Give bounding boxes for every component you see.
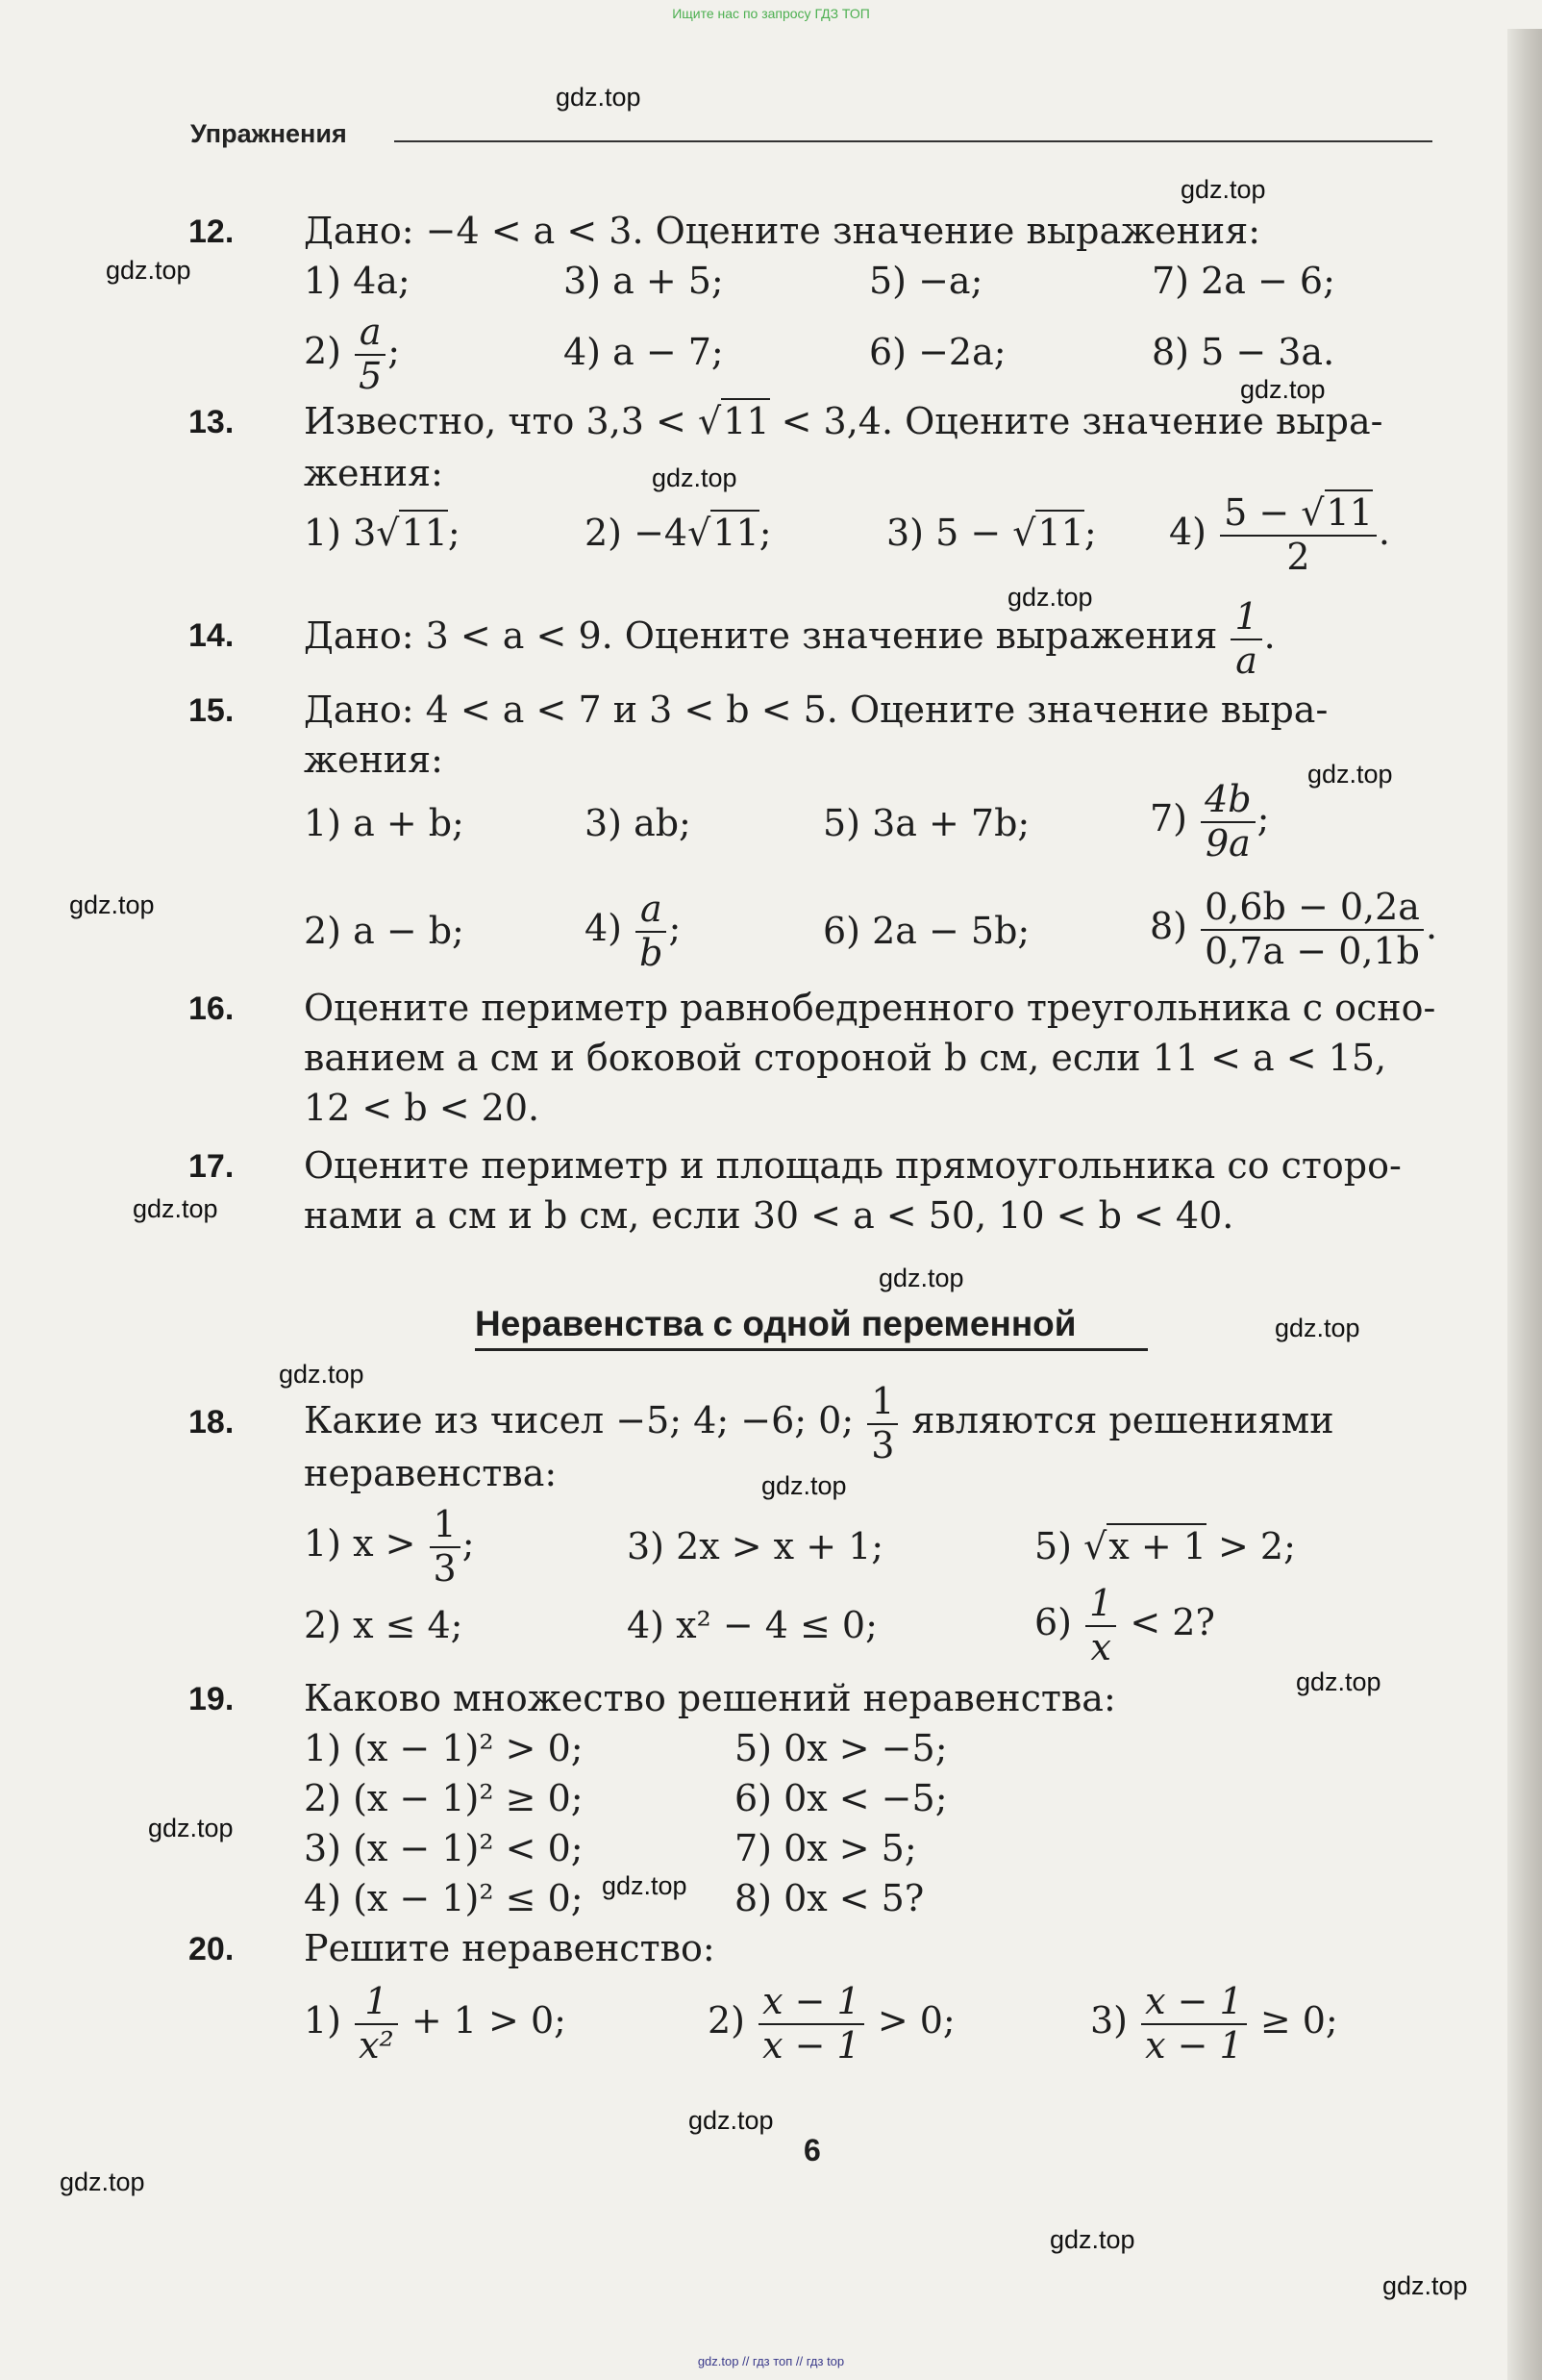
- book-spine-shadow: [1507, 29, 1542, 2380]
- watermark: gdz.top: [879, 1264, 964, 1292]
- text-part: Известно, что 3,3 <: [304, 400, 698, 442]
- exercise-text: Дано: 4 < a < 7 и 3 < b < 5. Оцените значение выра-: [304, 689, 1329, 731]
- watermark: gdz.top: [1275, 1314, 1360, 1342]
- exercise-text: жения:: [304, 452, 443, 494]
- denominator: 2: [1286, 535, 1310, 578]
- exercise-item-fraction: [584, 889, 681, 974]
- numerator: 1: [355, 1981, 398, 2025]
- exercise-number: 13.: [188, 404, 235, 440]
- exercise-item-fraction: [304, 1504, 475, 1590]
- exercise-item: 5) 3a + 7b;: [823, 802, 1031, 844]
- exercise-item: 3) 2x > x + 1;: [627, 1525, 884, 1567]
- text-part: 5 −: [1224, 491, 1302, 534]
- item-label: 2): [708, 1999, 746, 2042]
- item-label: 1) x >: [304, 1522, 416, 1566]
- exercise-item: 8) 5 − 3a.: [1152, 331, 1335, 373]
- exercise-number: 12.: [188, 213, 235, 250]
- watermark: gdz.top: [106, 256, 191, 285]
- exercise-item: 3) a + 5;: [563, 260, 724, 302]
- section-header: Упражнения: [190, 119, 347, 148]
- numerator: a: [355, 312, 386, 356]
- exercise-text: [304, 596, 1276, 682]
- radicand: 11: [712, 512, 759, 554]
- exercise-item: 2) −4√11;: [584, 512, 772, 554]
- denominator: x − 1: [762, 2023, 860, 2067]
- exercise-item: 1) a + b;: [304, 802, 464, 844]
- watermark: gdz.top: [133, 1194, 218, 1223]
- suffix: .: [1378, 511, 1390, 554]
- numerator: 1: [1085, 1583, 1116, 1627]
- exercise-number: 16.: [188, 990, 235, 1027]
- watermark: gdz.top: [1240, 375, 1326, 404]
- radicand: 11: [401, 512, 448, 554]
- denominator: 3: [871, 1423, 895, 1466]
- text-part: < 3,4. Оцените значение выра-: [769, 400, 1383, 442]
- header-rule: [394, 140, 1432, 142]
- watermark: gdz.top: [1007, 583, 1093, 612]
- watermark: gdz.top: [69, 890, 155, 919]
- suffix: ;: [668, 907, 682, 950]
- item-label: 1): [304, 1999, 342, 2042]
- suffix: ;: [387, 330, 401, 373]
- subsection-rule: [475, 1348, 1148, 1351]
- denominator: 5: [359, 354, 383, 397]
- exercise-item: 1) (x − 1)² > 0;: [304, 1727, 584, 1769]
- watermark: gdz.top: [1296, 1667, 1381, 1696]
- item-label: 4): [584, 907, 623, 950]
- exercise-text: Известно, что 3,3 < √11 < 3,4. Оцените значение выра-: [304, 400, 1383, 442]
- exercise-item: 3) (x − 1)² < 0;: [304, 1827, 584, 1869]
- denominator: 3: [433, 1546, 457, 1590]
- watermark: gdz.top: [279, 1360, 364, 1389]
- exercise-item-fraction: [1150, 887, 1437, 972]
- item-label: 8): [1150, 905, 1188, 948]
- text-part: > 2;: [1206, 1525, 1296, 1567]
- numerator: 4b: [1201, 779, 1256, 823]
- exercise-item: 4) (x − 1)² ≤ 0;: [304, 1877, 584, 1919]
- text-part: Дано: 3 < a < 9. Оцените значение выражения: [304, 614, 1218, 658]
- watermark: gdz.top: [60, 2167, 145, 2196]
- radicand: 11: [1326, 491, 1373, 534]
- suffix: + 1 > 0;: [410, 1999, 566, 2042]
- radicand: 11: [1037, 512, 1084, 554]
- exercise-item: 2) (x − 1)² ≥ 0;: [304, 1777, 584, 1819]
- item-label: 2): [304, 330, 342, 373]
- watermark: gdz.top: [688, 2106, 774, 2135]
- numerator: x − 1: [759, 1981, 864, 2025]
- suffix: ;: [1256, 797, 1270, 840]
- exercise-text: неравенства:: [304, 1452, 558, 1494]
- exercise-item: 1) 3√11;: [304, 512, 460, 554]
- item-label: 3): [1090, 1999, 1129, 2042]
- exercise-number: 17.: [188, 1148, 235, 1185]
- exercise-item-fraction: [304, 312, 400, 397]
- denominator: x²: [359, 2023, 394, 2067]
- exercise-text: Оцените периметр равнобедренного треугольника с осно-: [304, 987, 1436, 1029]
- suffix: ≥ 0;: [1259, 1999, 1338, 2042]
- watermark: gdz.top: [602, 1871, 687, 1900]
- exercise-item-fraction: [1150, 779, 1269, 864]
- watermark: gdz.top: [1181, 175, 1266, 204]
- item-label: 7): [1150, 797, 1188, 840]
- text-part: являются решениями: [911, 1399, 1334, 1442]
- exercise-text: жения:: [304, 739, 443, 781]
- exercise-text: 12 < b < 20.: [304, 1087, 540, 1129]
- exercise-item: 3) ab;: [584, 802, 691, 844]
- denominator: x − 1: [1145, 2023, 1243, 2067]
- numerator: 0,6b − 0,2a: [1201, 887, 1424, 931]
- watermark: gdz.top: [1050, 2225, 1135, 2254]
- exercise-item: 7) 2a − 6;: [1152, 260, 1335, 302]
- numerator: 1: [1231, 596, 1261, 640]
- exercise-item: 2) a − b;: [304, 910, 464, 952]
- exercise-item-fraction: 4) $\frac{5 - √11}{2}$ .: [1169, 491, 1390, 578]
- top-banner: Ищите нас по запросу ГДЗ ТОП: [672, 6, 870, 21]
- exercise-number: 15.: [188, 692, 235, 729]
- suffix: .: [1263, 614, 1276, 658]
- exercise-number: 19.: [188, 1681, 235, 1717]
- watermark: gdz.top: [761, 1471, 847, 1500]
- watermark: gdz.top: [1382, 2271, 1468, 2300]
- numerator: a: [635, 889, 666, 933]
- exercise-item: 6) 2a − 5b;: [823, 910, 1031, 952]
- numerator: 1: [867, 1381, 898, 1425]
- exercise-item: 5) √x + 1 > 2;: [1034, 1525, 1296, 1567]
- exercise-number: 14.: [188, 617, 235, 654]
- exercise-text: ванием a см и боковой стороной b см, если 11 < a < 15,: [304, 1037, 1387, 1079]
- suffix: ;: [447, 512, 460, 554]
- exercise-text: Дано: −4 < a < 3. Оцените значение выражения:: [304, 210, 1260, 252]
- denominator: 0,7a − 0,1b: [1205, 929, 1420, 972]
- suffix: < 2?: [1130, 1601, 1215, 1644]
- exercise-text: Решите неравенство:: [304, 1927, 715, 1969]
- numerator: 1: [430, 1504, 460, 1548]
- watermark: gdz.top: [148, 1814, 234, 1842]
- text-part: Какие из чисел −5; 4; −6; 0;: [304, 1399, 855, 1442]
- exercise-item-fraction: [708, 1981, 956, 2067]
- exercise-item: 6) −2a;: [869, 331, 1007, 373]
- exercise-item-fraction: [1090, 1981, 1338, 2067]
- radicand: x + 1: [1108, 1525, 1206, 1567]
- exercise-number: 20.: [188, 1931, 235, 1967]
- numerator: x − 1: [1141, 1981, 1247, 2025]
- exercise-text: Оцените периметр и площадь прямоугольника со сторо-: [304, 1144, 1402, 1187]
- denominator: b: [639, 931, 663, 974]
- denominator: x: [1090, 1625, 1111, 1668]
- exercise-item: 2) x ≤ 4;: [304, 1604, 463, 1646]
- exercise-item: 4) x² − 4 ≤ 0;: [627, 1604, 878, 1646]
- watermark: gdz.top: [556, 83, 641, 112]
- text-part: 2) −4: [584, 512, 688, 554]
- exercise-item: 3) 5 − √11;: [886, 512, 1097, 554]
- exercise-text: Каково множество решений неравенства:: [304, 1677, 1116, 1719]
- exercise-item-fraction: [304, 1981, 566, 2067]
- exercise-item: 8) 0x < 5?: [734, 1877, 925, 1919]
- denominator: a: [1235, 639, 1257, 682]
- exercise-item: 5) −a;: [869, 260, 983, 302]
- radicand: 11: [723, 400, 770, 442]
- denominator: 9a: [1205, 821, 1251, 864]
- suffix: ;: [461, 1522, 475, 1566]
- exercise-text: нами a см и b см, если 30 < a < 50, 10 < b < 40.: [304, 1194, 1234, 1237]
- suffix: ;: [759, 512, 772, 554]
- subsection-title: Неравенства с одной переменной: [475, 1304, 1077, 1343]
- item-label: 6): [1034, 1601, 1073, 1644]
- item-label: 4): [1169, 511, 1207, 554]
- exercise-item: 1) 4a;: [304, 260, 410, 302]
- exercise-item: 5) 0x > −5;: [734, 1727, 948, 1769]
- exercise-item: 4) a − 7;: [563, 331, 724, 373]
- exercise-number: 18.: [188, 1404, 235, 1441]
- text-part: 1) 3: [304, 512, 377, 554]
- suffix: ;: [1083, 512, 1097, 554]
- text-part: 3) 5 −: [886, 512, 1013, 554]
- suffix: .: [1425, 905, 1438, 948]
- watermark: gdz.top: [652, 463, 737, 492]
- page-number: 6: [804, 2133, 821, 2167]
- exercise-item-fraction: [1034, 1583, 1215, 1668]
- suffix: > 0;: [877, 1999, 956, 2042]
- exercise-item: 6) 0x < −5;: [734, 1777, 948, 1819]
- exercise-item: 7) 0x > 5;: [734, 1827, 917, 1869]
- watermark: gdz.top: [1307, 760, 1393, 789]
- text-part: 5): [1034, 1525, 1084, 1567]
- bottom-banner: gdz.top // гдз топ // гдз top: [697, 2354, 845, 2368]
